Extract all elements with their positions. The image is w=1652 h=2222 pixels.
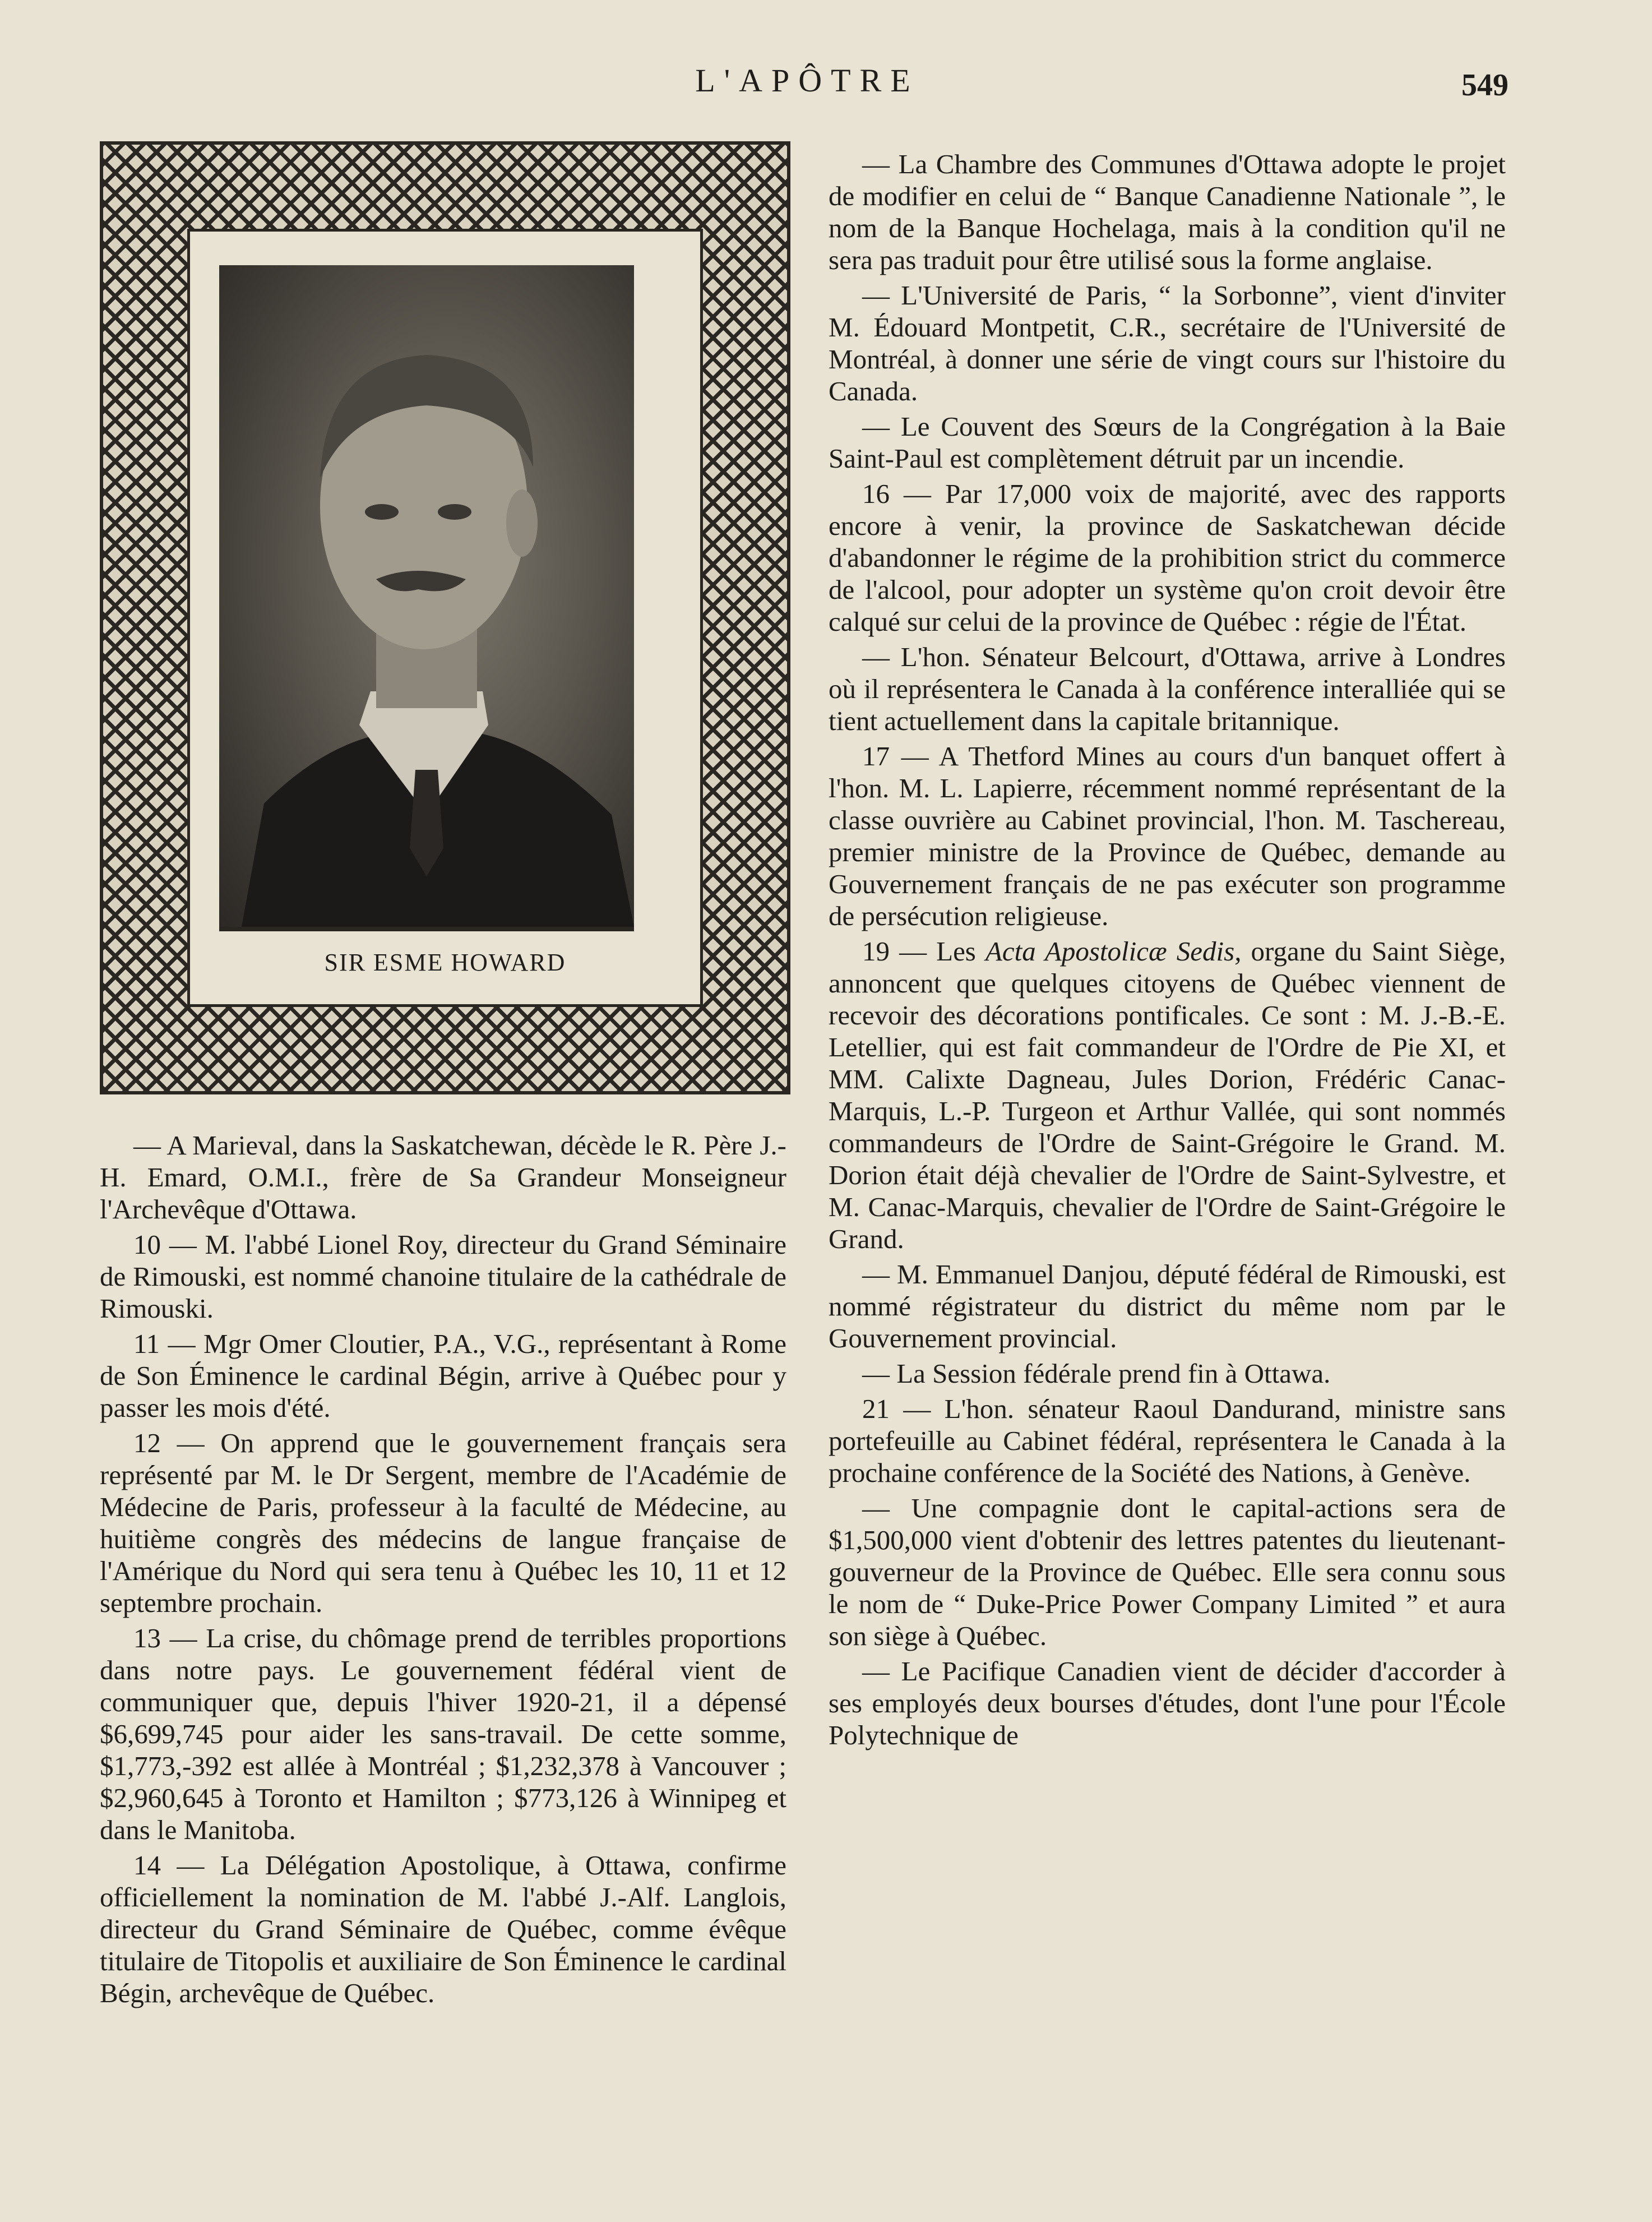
news-item: 21 — L'hon. sénateur Raoul Dandurand, ministre sans portefeuille au Cabinet fédéral, représentera le Canada à la prochaine conférence de la Société des Nations, à Genève. <box>829 1393 1506 1488</box>
frame-inner-panel <box>187 229 703 1007</box>
news-item: — Une compagnie dont le capital-actions sera de $1,500,000 vient d'obtenir des lettres patentes du lieutenant-gouverneur de la Province de Québec. Elle sera connu sous le nom de “ Duke-Price Power Company Limited ” et aura son siège à Québec. <box>829 1493 1506 1651</box>
news-item: 14 — La Délégation Apostolique, à Ottawa, confirme officiellement la nomination de M. l'abbé J.-Alf. Langlois, directeur du Grand Séminaire de Québec, comme évêque titulaire de Titopolis et auxiliaire de Son Éminence le cardinal Bégin, archevêque de Québec. <box>100 1850 786 2008</box>
portrait-figure-icon <box>219 265 634 927</box>
ornamental-frame <box>100 141 790 1094</box>
news-item: — Le Couvent des Sœurs de la Congrégation à la Baie Saint-Paul est complètement détruit par un incendie. <box>829 411 1506 474</box>
news-item-text: organe du Saint Siège, annoncent que quelques citoyens de Québec viennent de recevoir des décorations pontificales. Ce sont : M. J.-B.-E. Letellier, qui est fait commandeur de l'Ordre de Pie XI, et MM. Calixte Dagneau, Jules Dorion, Frédéric Canac-Marquis, L.-P. Turgeon et Arthur Vallée, qui sont nommés commandeurs de l'Ordre de Saint-Grégoire le Grand. M. Dorion était déjà chevalier de l'Ordre de Saint-Sylvestre, et M. Canac-Marquis, chevalier de l'Ordre de Saint-Grégoire le Grand. <box>829 936 1506 1254</box>
news-item: — L'hon. Sénateur Belcourt, d'Ottawa, arrive à Londres où il représentera le Canada à la conférence interalliée qui se tient actuellement dans la capitale britannique. <box>829 641 1506 736</box>
news-item: 11 — Mgr Omer Cloutier, P.A., V.G., représentant à Rome de Son Éminence le cardinal Bégin, arrive à Québec pour y passer les mois d'été. <box>100 1328 786 1423</box>
news-item: 16 — Par 17,000 voix de majorité, avec des rapports encore à venir, la province de Saskatchewan décide d'abandonner le régime de la prohibition strict du commerce de l'alcool, pour adopter un système qu'on croit devoir être calqué sur celui de la province de Québec : régie de l'État. <box>829 478 1506 637</box>
news-item: — M. Emmanuel Danjou, député fédéral de Rimouski, est nommé régistrateur du district du même nom par le Gouvernement provincial. <box>829 1259 1506 1353</box>
news-item: 10 — M. l'abbé Lionel Roy, directeur du Grand Séminaire de Rimouski, est nommé chanoine titulaire de la cathédrale de Rimouski. <box>100 1229 786 1324</box>
page-header <box>0 62 1652 123</box>
news-item: — La Session fédérale prend fin à Ottawa. <box>862 1358 1331 1389</box>
right-column <box>829 148 1506 1754</box>
page-number: 549 <box>1461 68 1508 103</box>
left-column <box>100 1129 786 2012</box>
news-item-text: 19 — Les <box>862 936 985 967</box>
news-item: 13 — La crise, du chômage prend de terribles proportions dans notre pays. Le gouvernement fédéral vient de communiquer que, depuis l'hiver 1920-21, il a dépensé $6,699,745 pour aider les sans-travail. De cette somme, $1,773,-392 est allée à Montréal ; $1,232,378 à Vancouver ; $2,960,645 à Toronto et Hamilton ; $773,126 à Winnipeg et dans le Manitoba. <box>100 1623 786 1845</box>
news-item-decorations <box>829 935 1506 1255</box>
news-item: — A Marieval, dans la Saskatchewan, décède le R. Père J.-H. Emard, O.M.I., frère de Sa Grandeur Monseigneur l'Archevêque d'Ottawa. <box>100 1130 786 1225</box>
news-item: — Le Pacifique Canadien vient de décider d'accorder à ses employés deux bourses d'études, dont l'une pour l'École Polytechnique de <box>829 1656 1506 1750</box>
news-item: — La Chambre des Communes d'Ottawa adopte le projet de modifier en celui de “ Banque Canadienne Nationale ”, le nom de la Banque Hochelaga, mais à la condition qu'il ne sera pas traduit pour être utilisé sous la forme anglaise. <box>829 149 1506 275</box>
news-item: 12 — On apprend que le gouvernement français sera représenté par M. le Dr Sergent, membre de l'Académie de Médecine de Paris, professeur à la faculté de Médecine, au huitième congrès des médecins de langue française de l'Amérique du Nord qui sera tenu à Québec les 10, 11 et 12 septembre prochain. <box>100 1428 786 1618</box>
running-title: L'APÔTRE <box>695 62 919 99</box>
portrait-photo <box>219 265 634 931</box>
publication-title: Acta Apostolicæ Sedis, <box>985 936 1242 967</box>
portrait-caption: SIR ESME HOWARD <box>324 949 566 976</box>
news-item: — L'Université de Paris, “ la Sorbonne”, vient d'inviter M. Édouard Montpetit, C.R., secrétaire de l'Université de Montréal, à donner une série de vingt cours sur l'histoire du Canada. <box>829 280 1506 406</box>
news-item: 17 — A Thetford Mines au cours d'un banquet offert à l'hon. M. L. Lapierre, récemment nommé représentant de la classe ouvrière au Cabinet provincial, l'hon. M. Taschereau, premier ministre de la Province de Québec, demande au Gouvernement français de ne pas exécuter son programme de persécution religieuse. <box>829 741 1506 931</box>
